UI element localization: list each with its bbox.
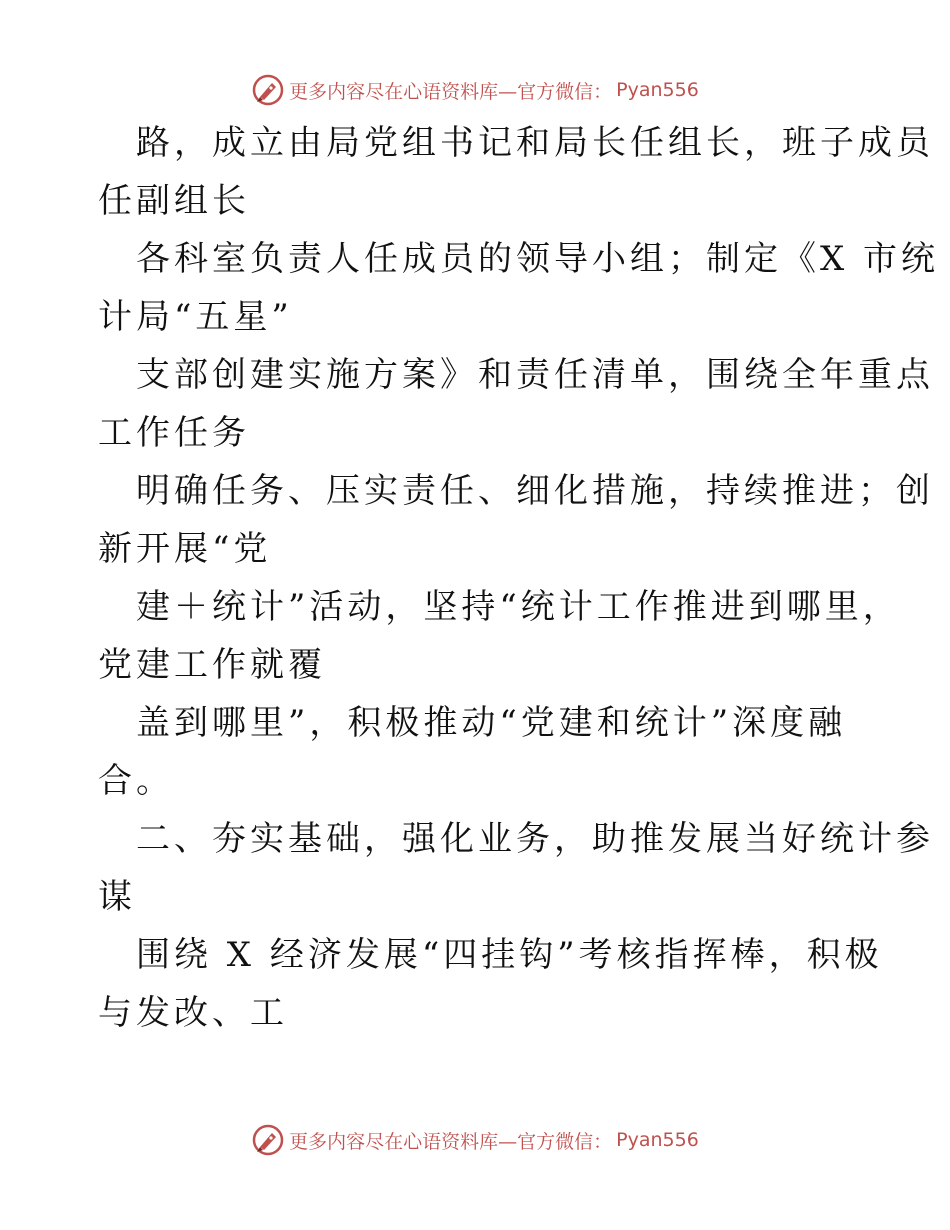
body-line: 党建工作就覆 [98, 645, 326, 685]
body-line: 明确任务、压实责任、细化措施，持续推进；创 [136, 471, 934, 511]
pen-nib-logo-icon [251, 73, 285, 107]
body-line: 围绕 X 经济发展“四挂钩”考核指挥棒，积极 [136, 935, 883, 975]
footer-banner-text: 更多内容尽在心语资料库—官方微信： [289, 1130, 613, 1153]
header-banner-text: 更多内容尽在心语资料库—官方微信： [289, 80, 613, 103]
body-line: 路，成立由局党组书记和局长任组长，班子成员 [136, 123, 934, 163]
header-banner-brand: Pyan556 [616, 79, 699, 101]
body-line: 盖到哪里”，积极推动“党建和统计”深度融 [136, 703, 847, 743]
page-footer [0, 1120, 950, 1160]
body-line: 计局“五星” [98, 297, 293, 337]
header-banner [251, 73, 699, 107]
document-body [98, 114, 940, 1042]
body-line: 二、夯实基础，强化业务，助推发展当好统计参 [136, 819, 934, 859]
body-line: 各科室负责人任成员的领导小组；制定《X 市统 [136, 239, 940, 279]
body-line: 与发改、工 [98, 993, 288, 1033]
body-line: 合。 [98, 761, 174, 801]
body-line: 支部创建实施方案》和责任清单，围绕全年重点 [136, 355, 934, 395]
footer-banner [251, 1123, 699, 1157]
body-line: 新开展“党 [98, 529, 272, 569]
body-line: 任副组长 [98, 181, 250, 221]
footer-banner-brand: Pyan556 [616, 1129, 699, 1151]
body-line: 建＋统计”活动，坚持“统计工作推进到哪里， [136, 587, 901, 627]
page-header [0, 70, 950, 110]
body-line: 谋 [98, 877, 136, 917]
body-line: 工作任务 [98, 413, 250, 453]
pen-nib-logo-icon [251, 1123, 285, 1157]
